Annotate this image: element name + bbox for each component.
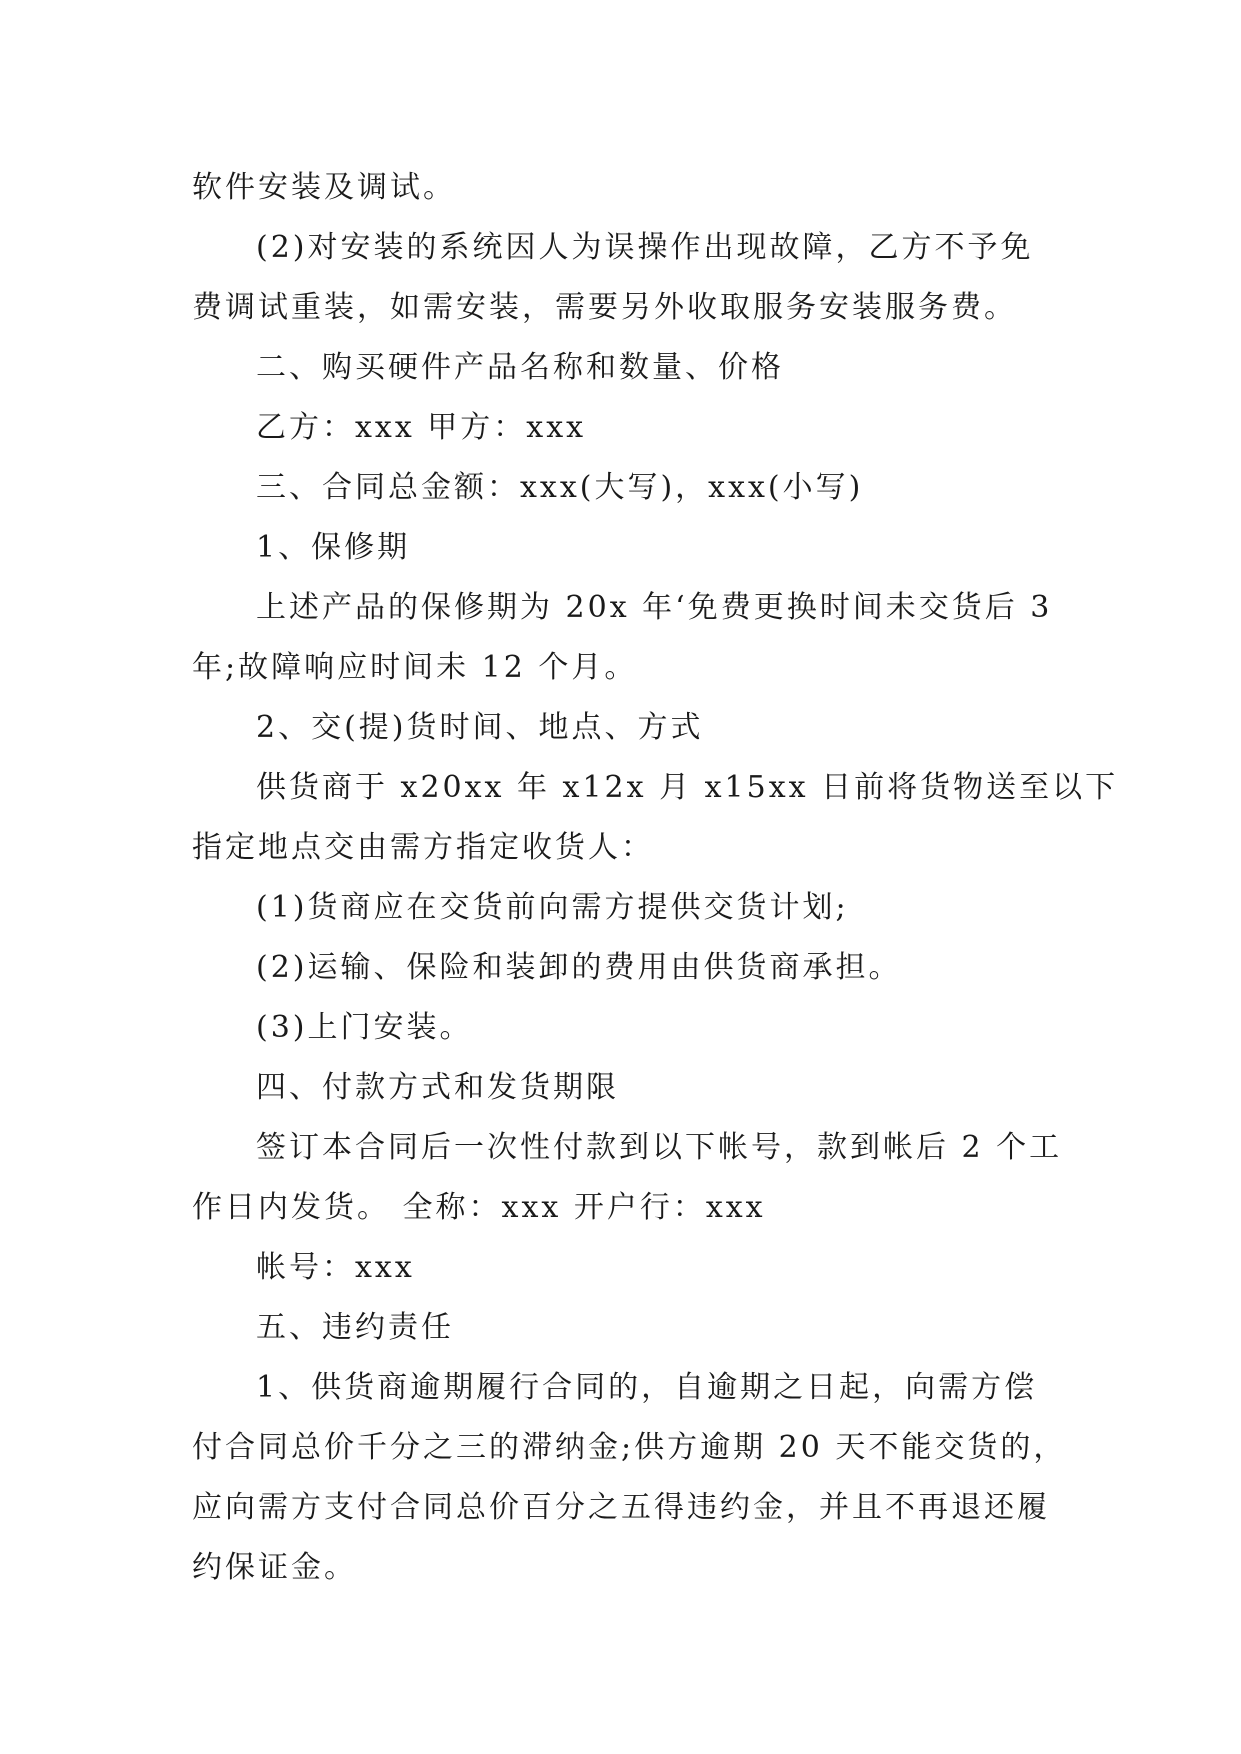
list-item: (1)货商应在交货前向需方提供交货计划; bbox=[256, 890, 849, 925]
text-line: (2)对安装的系统因人为误操作出现故障，乙方不予免 bbox=[256, 230, 1034, 265]
paragraph-warranty-terms bbox=[192, 578, 1054, 698]
subheading-warranty bbox=[192, 518, 1054, 578]
section-heading: 三、合同总金额：xxx(大写)，xxx(小写) bbox=[256, 470, 864, 505]
list-item: (2)运输、保险和装卸的费用由供货商承担。 bbox=[256, 950, 902, 985]
section-heading-hardware-products bbox=[192, 338, 1054, 398]
text-line: 约保证金。 bbox=[192, 1550, 357, 1585]
text-line: 作日内发货。 全称：xxx 开户行：xxx bbox=[192, 1190, 766, 1225]
section-heading: 二、购买硬件产品名称和数量、价格 bbox=[256, 350, 784, 385]
list-item-delivery-plan bbox=[192, 878, 1054, 938]
text-line: 帐号：xxx bbox=[256, 1250, 415, 1285]
text-line: 付合同总价千分之三的滞纳金;供方逾期 20 天不能交货的， bbox=[192, 1430, 1067, 1465]
section-heading-breach bbox=[192, 1298, 1054, 1358]
text-line: 应向需方支付合同总价百分之五得违约金，并且不再退还履 bbox=[192, 1490, 1050, 1525]
text-line: 乙方：xxx 甲方：xxx bbox=[256, 410, 587, 445]
document-page bbox=[192, 158, 1119, 1598]
text-line: 费调试重装，如需安装，需要另外收取服务安装服务费。 bbox=[192, 290, 1017, 325]
paragraph-misoperation-clause bbox=[192, 218, 1054, 338]
list-item: (3)上门安装。 bbox=[256, 1010, 473, 1045]
text-line: 软件安装及调试。 bbox=[192, 170, 456, 205]
paragraph-account-number bbox=[192, 1238, 1054, 1298]
paragraph-payment-terms bbox=[192, 1118, 1063, 1238]
paragraph-delivery-terms bbox=[192, 758, 1119, 878]
section-heading: 五、违约责任 bbox=[256, 1310, 454, 1345]
subheading: 2、交(提)货时间、地点、方式 bbox=[256, 710, 704, 745]
text-line: 年;故障响应时间未 12 个月。 bbox=[192, 650, 638, 685]
text-line: 指定地点交由需方指定收货人： bbox=[192, 830, 654, 865]
section-heading: 四、付款方式和发货期限 bbox=[256, 1070, 619, 1105]
text-line: 上述产品的保修期为 20x 年‘免费更换时间未交货后 3 bbox=[256, 590, 1053, 625]
paragraph-parties bbox=[192, 398, 1054, 458]
text-line: 供货商于 x20xx 年 x12x 月 x15xx 日前将货物送至以下 bbox=[256, 770, 1119, 805]
text-line: 1、供货商逾期履行合同的，自逾期之日起，向需方偿 bbox=[256, 1370, 1038, 1405]
paragraph-install-debug bbox=[192, 158, 1054, 218]
subheading: 1、保修期 bbox=[256, 530, 411, 565]
text-line: 签订本合同后一次性付款到以下帐号，款到帐后 2 个工 bbox=[256, 1130, 1063, 1165]
list-item-onsite-install bbox=[192, 998, 1054, 1058]
section-heading-payment bbox=[192, 1058, 1054, 1118]
subheading-delivery bbox=[192, 698, 1054, 758]
list-item-shipping-costs bbox=[192, 938, 1054, 998]
paragraph-breach-terms bbox=[192, 1358, 1067, 1598]
section-heading-contract-total bbox=[192, 458, 1054, 518]
